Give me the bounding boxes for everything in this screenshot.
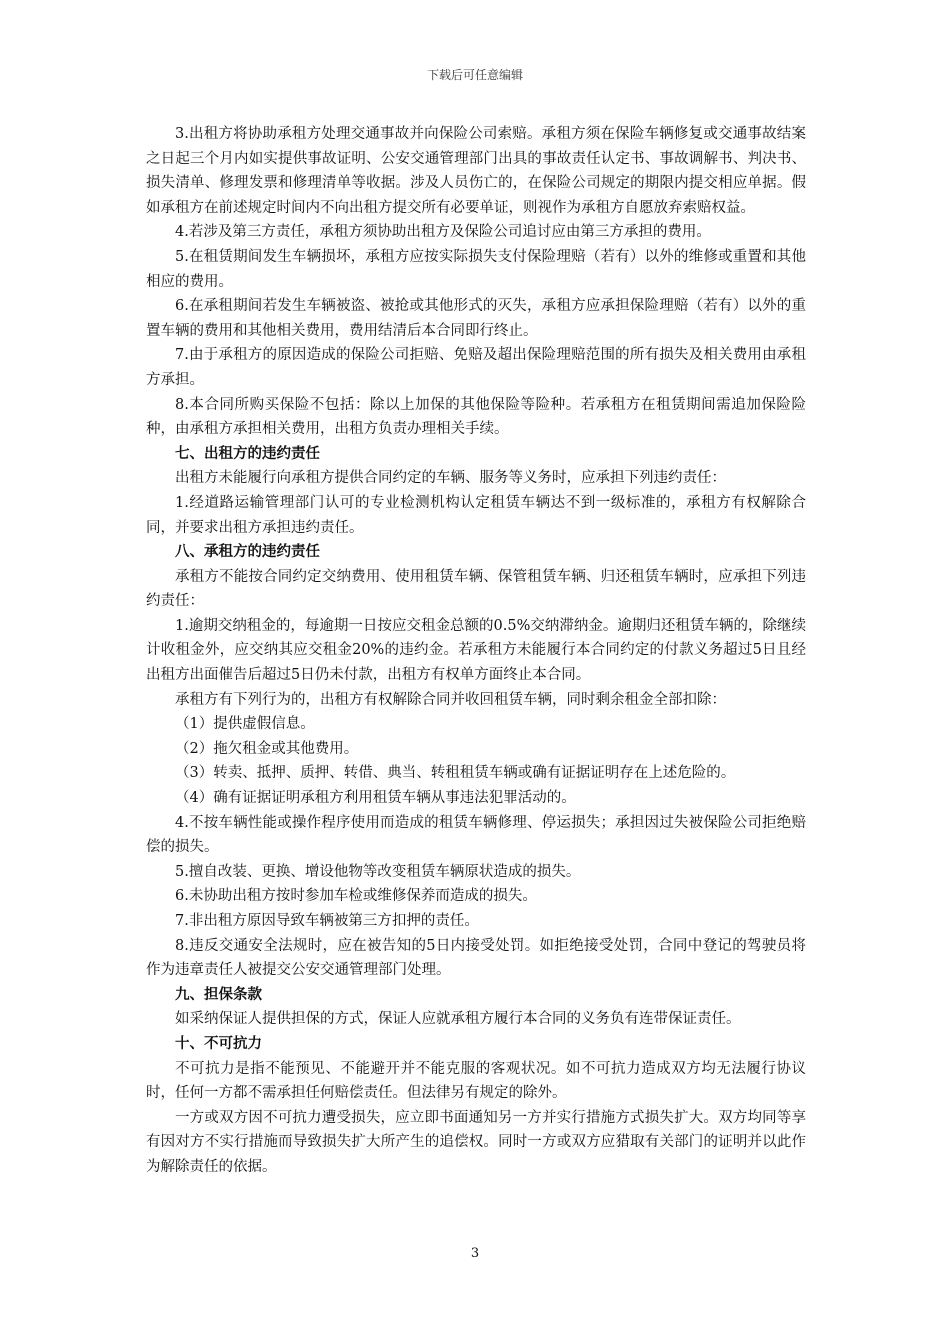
- paragraph: 1.经道路运输管理部门认可的专业检测机构认定租赁车辆达不到一级标准的，承租方有权解除合同，并要求出租方承担违约责任。: [146, 494, 806, 536]
- section-heading: 十、不可抗力: [175, 1035, 262, 1052]
- paragraph: 6.在承租期间若发生车辆被盗、被抢或其他形式的灭失，承租方应承担保险理赔（若有）以外的重置车辆的费用和其他相关费用，费用结清后本合同即行终止。: [146, 298, 806, 339]
- paragraph: 7.非出租方原因导致车辆被第三方扣押的责任。: [175, 913, 479, 929]
- paragraph: （2）拖欠租金或其他费用。: [175, 740, 359, 757]
- paragraph: 8.违反交通安全法规时，应在被告知的5日内接受处罚。如拒绝接受处罚，合同中登记的驾驶员将作为违章责任人被提交公安交通管理部门处理。: [146, 937, 806, 979]
- section-heading: 九、担保条款: [175, 986, 262, 1003]
- paragraph: （1）提供虚假信息。: [175, 716, 315, 733]
- paragraph: 1.逾期交纳租金的，每逾期一日按应交租金总额的0.5%交纳滞纳金。逾期归还租赁车辆的，除继续计收租金外，应交纳其应交租金20%的违约金。若承租方未能履行本合同约定的付款义务超过5日且经出租方出面催告后超过5日仍未付款，出租方有权单方面终止本合同。: [146, 617, 806, 684]
- paragraph: （3）转卖、抵押、质押、转借、典当、转租租赁车辆或确有证据证明存在上述危险的。: [175, 765, 736, 782]
- paragraph: 6.未协助出租方按时参加车检或维修保养而造成的损失。: [175, 888, 537, 905]
- paragraph: 不可抗力是指不能预见、不能避开并不能克服的客观状况。如不可抗力造成双方均无法履行协议时，任何一方都不需承担任何赔偿责任。但法律另有规定的除外。: [146, 1060, 806, 1102]
- paragraph: 4.不按车辆性能或操作程序使用而造成的租赁车辆修理、停运损失；承担因过失被保险公司拒绝赔偿的损失。: [146, 814, 806, 856]
- paragraph: 出租方未能履行向承租方提供合同约定的车辆、服务等义务时，应承担下列违约责任：: [175, 470, 726, 487]
- paragraph: 7.由于承租方的原因造成的保险公司拒赔、免赔及超出保险理赔范围的所有损失及相关费用由承租方承担。: [146, 347, 806, 388]
- document-body: [146, 122, 806, 1180]
- paragraph: 5.在租赁期间发生车辆损坏，承租方应按实际损失支付保险理赔（若有）以外的维修或重置和其他相应的费用。: [146, 248, 806, 290]
- section-heading: 八、承租方的违约责任: [175, 544, 320, 561]
- paragraph: 如采纳保证人提供担保的方式，保证人应就承租方履行本合同的义务负有连带保证责任。: [175, 1011, 741, 1028]
- paragraph: 承租方不能按合同约定交纳费用、使用租赁车辆、保管租赁车辆、归还租赁车辆时，应承担下列违约责任：: [146, 568, 806, 610]
- section-heading: 七、出租方的违约责任: [175, 445, 320, 462]
- page-number: 3: [470, 1246, 480, 1261]
- paragraph: （4）确有证据证明承租方利用租赁车辆从事违法犯罪活动的。: [175, 790, 576, 807]
- paragraph: 8.本合同所购买保险不包括：除以上加保的其他保险等险种。若承租方在租赁期间需追加保险险种，由承租方承担相关费用，出租方负责办理相关手续。: [146, 396, 806, 438]
- paragraph: 5.擅自改装、更换、增设他物等改变租赁车辆原状造成的损失。: [175, 863, 581, 880]
- paragraph: 承租方有下列行为的，出租方有权解除合同并收回租赁车辆，同时剩余租金全部扣除：: [175, 691, 726, 708]
- paragraph: 4.若涉及第三方责任，承租方须协助出租方及保险公司追讨应由第三方承担的费用。: [175, 224, 711, 241]
- page-header: 下载后可任意编辑: [426, 68, 523, 82]
- paragraph: 一方或双方因不可抗力遭受损失，应立即书面通知另一方并实行措施方式损失扩大。双方均同等享有因对方不实行措施而导致损失扩大所产生的追偿权。同时一方或双方应猎取有关部门的证明并以此作为解除责任的依据。: [146, 1109, 806, 1175]
- paragraph: 3.出租方将协助承租方处理交通事故并向保险公司索赔。承租方须在保险车辆修复或交通事故结案之日起三个月内如实提供事故证明、公安交通管理部门出具的事故责任认定书、事故调解书、判决书、损失清单、修理发票和修理清单等收据。涉及人员伤亡的，在保险公司规定的期限内提交相应单据。假如承租方在前述规定时间内不向出租方提交所有必要单证，则视作为承租方自愿放弃索赔权益。: [146, 126, 806, 216]
